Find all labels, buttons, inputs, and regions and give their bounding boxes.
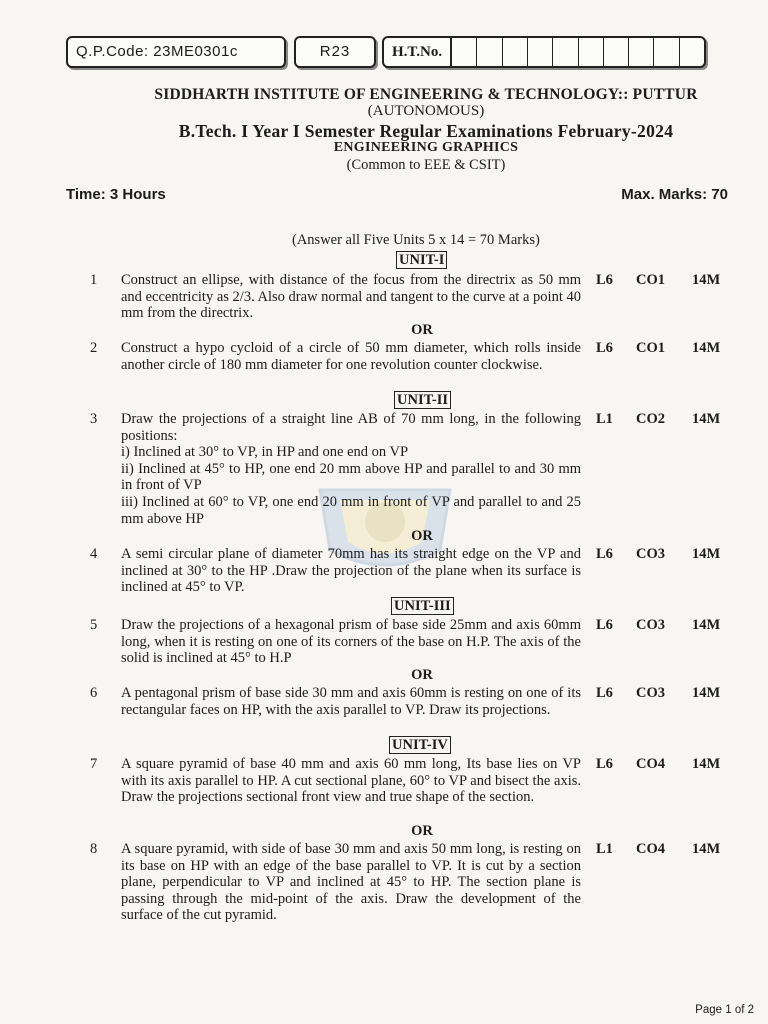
or-separator: OR bbox=[411, 322, 433, 338]
question-marks: 14M bbox=[692, 340, 721, 356]
course-outcome: CO4 bbox=[636, 841, 665, 857]
sub-question: iii) Inclined at 60° to VP, one end 20 mm in front of VP and parallel to and 25 mm above HP bbox=[121, 493, 581, 527]
sub-question: ii) Inclined at 45° to HP, one end 20 mm above HP and parallel to and 30 mm in front of VP bbox=[121, 460, 581, 494]
question-text bbox=[121, 411, 581, 527]
question-marks: 14M bbox=[692, 411, 721, 427]
exam-title: B.Tech. I Year I Semester Regular Examinations February-2024 bbox=[178, 121, 674, 141]
qp-code-box bbox=[66, 36, 286, 68]
max-marks: Max. Marks: 70 bbox=[621, 186, 728, 203]
qp-code: Q.P.Code: 23ME0301c bbox=[76, 43, 238, 60]
page-number: Page 1 of 2 bbox=[695, 1004, 754, 1016]
question-marks: 14M bbox=[692, 756, 721, 772]
sub-question: i) Inclined at 30° to VP, in HP and one end on VP bbox=[121, 444, 409, 461]
question-marks: 14M bbox=[692, 617, 721, 633]
regulation: R23 bbox=[319, 43, 351, 60]
bloom-level: L6 bbox=[596, 685, 613, 701]
question-text: A square pyramid, with side of base 30 mm and axis 50 mm long, is resting on its base on HP with an edge of the base parallel to VP. It is cut by a section plane, perpendicular to VP and inclined at 45° to HP. The section plane is passing through the mid-point of the axis. Draw the development of the surface of the cut pyramid. bbox=[121, 841, 581, 924]
institute-name: SIDDHARTH INSTITUTE OF ENGINEERING & TECHNOLOGY:: PUTTUR bbox=[154, 86, 698, 103]
or-separator: OR bbox=[411, 823, 433, 839]
question-marks: 14M bbox=[692, 685, 721, 701]
bloom-level: L6 bbox=[596, 617, 613, 633]
hall-ticket-cell bbox=[452, 38, 477, 66]
course-outcome: CO4 bbox=[636, 756, 665, 772]
unit-heading: UNIT-III bbox=[391, 597, 454, 615]
subject-title: ENGINEERING GRAPHICS bbox=[333, 140, 519, 155]
or-separator: OR bbox=[411, 667, 433, 683]
hall-ticket-cell bbox=[503, 38, 528, 66]
course-outcome: CO3 bbox=[636, 685, 665, 701]
question-number: 2 bbox=[90, 340, 98, 356]
unit-heading: UNIT-II bbox=[394, 391, 451, 409]
question-number: 7 bbox=[90, 756, 98, 772]
hall-ticket-cell bbox=[680, 38, 704, 66]
question-marks: 14M bbox=[692, 546, 721, 562]
course-outcome: CO2 bbox=[636, 411, 665, 427]
question-marks: 14M bbox=[692, 841, 721, 857]
bloom-level: L1 bbox=[596, 841, 613, 857]
question-number: 8 bbox=[90, 841, 98, 857]
unit-heading: UNIT-IV bbox=[389, 736, 451, 754]
question-number: 5 bbox=[90, 617, 98, 633]
exam-time: Time: 3 Hours bbox=[66, 186, 166, 203]
common-to: (Common to EEE & CSIT) bbox=[346, 157, 506, 173]
question-number: 3 bbox=[90, 411, 98, 427]
course-outcome: CO1 bbox=[636, 340, 665, 356]
question-text: Construct an ellipse, with distance of the focus from the directrix as 50 mm and eccentricity as 2/3. Also draw normal and tangent to the curve at a point 40 mm from the directrix. bbox=[121, 272, 581, 322]
question-text: A square pyramid of base 40 mm and axis 60 mm long, Its base lies on VP with its axis parallel to HP. A cut sectional plane, 60° to VP and bisect the axis. Draw the projections sectional front view and true shape of the section. bbox=[121, 756, 581, 806]
instructions: (Answer all Five Units 5 x 14 = 70 Marks) bbox=[292, 232, 540, 248]
hall-ticket-cell bbox=[654, 38, 679, 66]
hall-ticket-cell bbox=[579, 38, 604, 66]
question-text: A pentagonal prism of base side 30 mm and axis 60mm is resting on one of its rectangular faces on HP, with the axis parallel to VP. Draw its projections. bbox=[121, 685, 581, 718]
question-lead: Draw the projections of a straight line AB of 70 mm long, in the following positions: bbox=[121, 411, 581, 444]
autonomous-label: (AUTONOMOUS) bbox=[367, 103, 485, 119]
course-outcome: CO3 bbox=[636, 546, 665, 562]
bloom-level: L6 bbox=[596, 340, 613, 356]
hall-ticket-cell bbox=[553, 38, 578, 66]
or-separator: OR bbox=[411, 528, 433, 544]
bloom-level: L1 bbox=[596, 411, 613, 427]
bloom-level: L6 bbox=[596, 272, 613, 288]
hall-ticket-box bbox=[382, 36, 706, 68]
question-text: Construct a hypo cycloid of a circle of 50 mm diameter, which rolls inside another circle of 180 mm diameter for one revolution counter clockwise. bbox=[121, 340, 581, 373]
bloom-level: L6 bbox=[596, 546, 613, 562]
hall-ticket-cell bbox=[604, 38, 629, 66]
course-outcome: CO3 bbox=[636, 617, 665, 633]
regulation-box bbox=[294, 36, 376, 68]
hall-ticket-cell bbox=[629, 38, 654, 66]
question-number: 6 bbox=[90, 685, 98, 701]
question-number: 1 bbox=[90, 272, 98, 288]
hall-ticket-cell bbox=[477, 38, 502, 66]
course-outcome: CO1 bbox=[636, 272, 665, 288]
hall-ticket-cell bbox=[528, 38, 553, 66]
question-text: A semi circular plane of diameter 70mm has its straight edge on the VP and inclined at 30° to the HP .Draw the projection of the plane when its surface is inclined at 45° to VP. bbox=[121, 546, 581, 596]
bloom-level: L6 bbox=[596, 756, 613, 772]
question-marks: 14M bbox=[692, 272, 721, 288]
question-text: Draw the projections of a hexagonal prism of base side 25mm and axis 60mm long, when it is resting on one of its corners of the base on H.P. The axis of the solid is inclined at 45° to H.P bbox=[121, 617, 581, 667]
unit-heading: UNIT-I bbox=[396, 251, 447, 269]
question-number: 4 bbox=[90, 546, 98, 562]
hall-ticket-label: H.T.No. bbox=[384, 38, 452, 66]
